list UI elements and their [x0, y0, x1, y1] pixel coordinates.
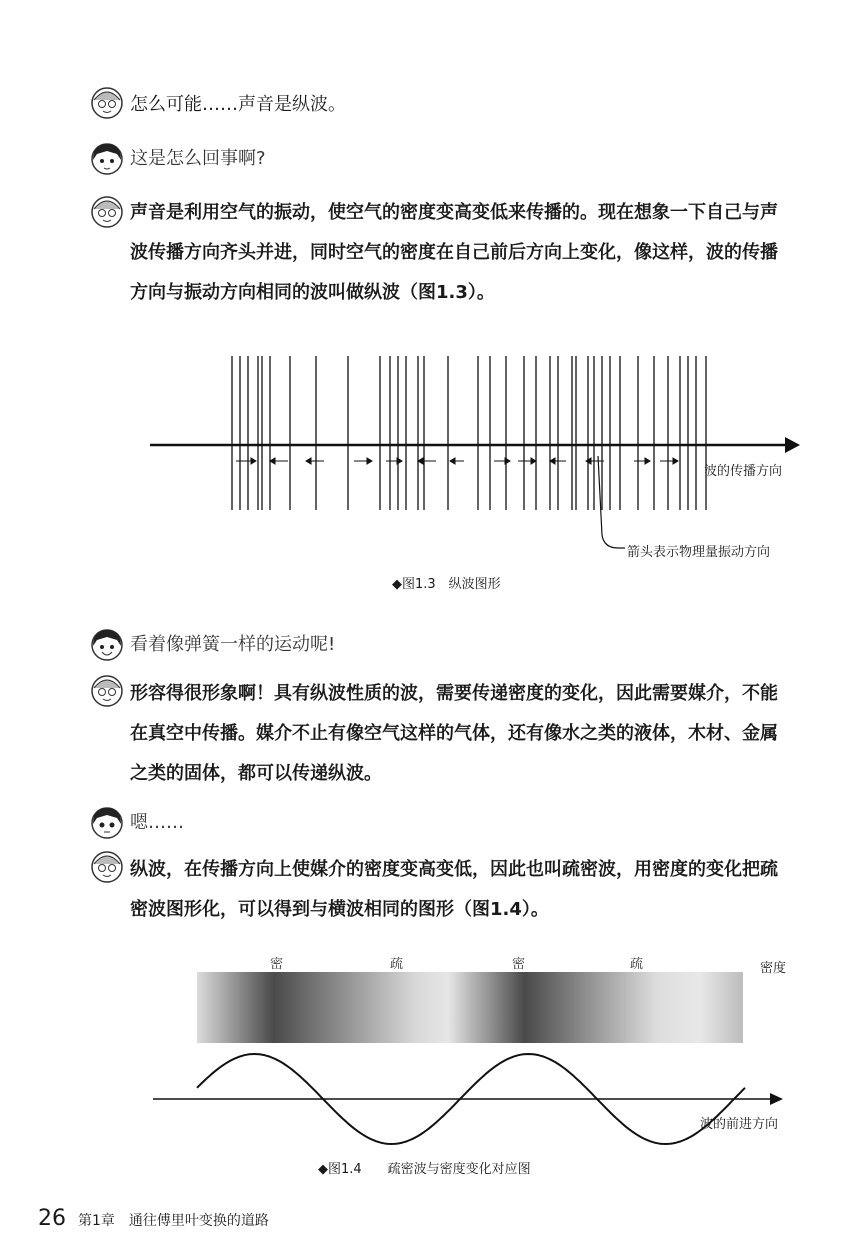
chapter-title: 第1章 通往傅里叶变换的道路	[78, 1213, 269, 1229]
dialogue-line: 纵波，在传播方向上使媒介的密度变高变低，因此也叫疏密波，用密度的变化把疏	[130, 859, 778, 880]
page-footer	[38, 1206, 269, 1231]
dialogue-paragraph	[130, 193, 820, 313]
oscillation-arrow	[550, 458, 555, 464]
band-label: 疏	[390, 957, 404, 972]
dialogue-line: 之类的固体，都可以传递纵波。	[130, 763, 382, 784]
dialogue-line: 波传播方向齐头并进，同时空气的密度在自己前后方向上变化，像这样，波的传播	[130, 242, 778, 263]
band-label: 疏	[630, 957, 644, 972]
girl-glasses-avatar-icon	[90, 674, 124, 708]
oscillation-arrow	[505, 458, 510, 464]
dialogue-line: 嗯……	[130, 812, 184, 833]
figure14-axis-label: 波的前进方向	[700, 1117, 779, 1132]
oscillation-arrow	[645, 458, 650, 464]
oscillation-arrow	[531, 458, 536, 464]
dialogue-line: 声音是利用空气的振动，使空气的密度变高变低来传播的。现在想象一下自己与声	[130, 202, 778, 223]
dialogue-line: 密波图形化，可以得到与横波相同的图形（图1.4）。	[130, 899, 549, 920]
density-gradient-band	[197, 972, 743, 1043]
oscillation-arrow	[673, 458, 678, 464]
axis-arrowhead	[785, 437, 800, 453]
dialogue-line: 看着像弹簧一样的运动呢!	[130, 634, 336, 655]
oscillation-arrow	[306, 458, 311, 464]
oscillation-arrow	[367, 458, 372, 464]
oscillation-arrow	[397, 458, 402, 464]
oscillation-arrow	[450, 458, 455, 464]
figure13-caption: ◆图1.3 纵波图形	[392, 577, 501, 592]
oscillation-arrow	[418, 458, 423, 464]
girl-dark-avatar-icon	[90, 628, 124, 662]
page-number: 26	[38, 1206, 66, 1231]
dialogue-line: 方向与振动方向相同的波叫做纵波（图1.3）。	[130, 282, 495, 303]
girl-glasses-avatar-icon	[90, 850, 124, 884]
girl-dark-avatar-icon	[90, 142, 124, 176]
figure14-caption: ◆图1.4 疏密波与密度变化对应图	[318, 1162, 531, 1177]
girl-glasses-avatar-icon	[90, 195, 124, 229]
oscillation-arrow	[270, 458, 275, 464]
girl-dark-avatar-icon	[90, 806, 124, 840]
density-sine-chart	[145, 1045, 795, 1155]
girl-glasses-avatar-icon	[90, 86, 124, 120]
dialogue-line: 形容得很形象啊！具有纵波性质的波，需要传递密度的变化，因此需要媒介，不能	[130, 683, 778, 704]
figure13-arrow-note: 箭头表示物理量振动方向	[627, 545, 771, 560]
chart-axis-arrowhead	[770, 1093, 783, 1105]
dialogue-paragraph	[130, 850, 820, 930]
dialogue-paragraph	[130, 674, 820, 794]
band-label: 密	[512, 957, 526, 972]
band-label: 密	[270, 957, 284, 972]
dialogue-line: 在真空中传播。媒介不止有像空气这样的气体，还有像水之类的液体，木材、金属	[130, 723, 778, 744]
density-label: 密度	[760, 961, 787, 976]
dialogue-line: 怎么可能……声音是纵波。	[130, 94, 346, 115]
oscillation-arrow	[251, 458, 256, 464]
dialogue-line: 这是怎么回事啊?	[130, 148, 266, 169]
longitudinal-wave-figure	[140, 350, 810, 565]
figure13-axis-label: 波的传播方向	[704, 464, 783, 479]
